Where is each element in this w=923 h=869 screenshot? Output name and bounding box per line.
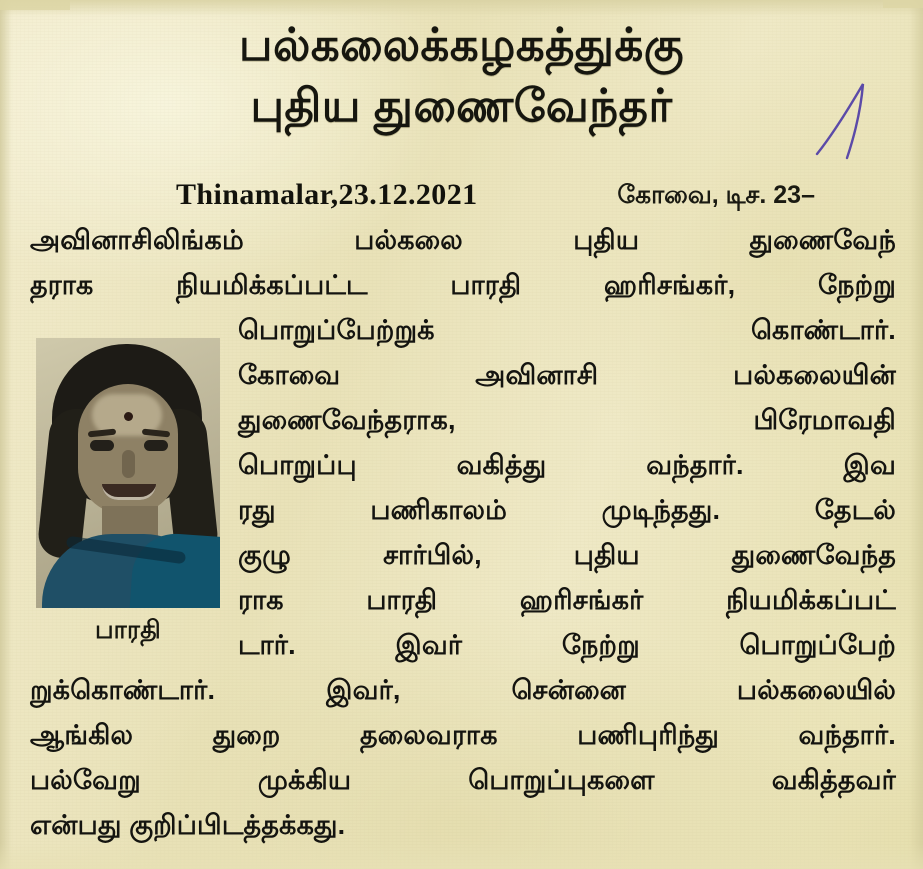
headline-line-1: பல்கலைக்கழகத்துக்கு [239, 19, 684, 70]
dateline: கோவை, டிச. 23– [617, 181, 815, 209]
body-line: பொறுப்பேற்றுக் கொண்டார். [238, 315, 896, 345]
body-line: கோவை அவினாசி பல்கலையின் [238, 360, 896, 390]
clipping-corner-scrap [883, 0, 923, 8]
body-line: ஆங்கில துறை தலைவராக பணிபுரிந்து வந்தார். [30, 720, 896, 750]
body-line: டார். இவர் நேற்று பொறுப்பேற் [238, 630, 896, 660]
body-line: ராக பாரதி ஹரிசங்கர் நியமிக்கப்பட் [238, 585, 896, 615]
body-line: துணைவேந்தராக, பிரேமாவதி [238, 405, 896, 435]
body-line: பல்வேறு முக்கிய பொறுப்புகளை வகித்தவர் [30, 765, 896, 795]
article-meta-row [0, 178, 923, 210]
photo-caption: பாரதி [95, 616, 161, 644]
body-line: என்பது குறிப்பிடத்தக்கது. [30, 810, 346, 840]
article-body [30, 218, 896, 848]
headline-line-2: புதிய துணைவேந்தர் [250, 79, 673, 131]
body-line: குழு சார்பில், புதிய துணைவேந்த [238, 540, 896, 570]
clipping-corner-scrap [0, 0, 70, 10]
hand-drawn-check-mark-icon [811, 78, 875, 164]
body-line: ரது பணிகாலம் முடிந்தது. தேடல் [238, 495, 896, 525]
body-line: றுக்கொண்டார். இவர், சென்னை பல்கலையில் [30, 675, 896, 705]
source-stamp: Thinamalar,23.12.2021 [176, 178, 478, 211]
body-line: தராக நியமிக்கப்பட்ட பாரதி ஹரிசங்கர், நேற்று [30, 270, 896, 300]
body-line: பொறுப்பு வகித்து வந்தார். இவ [238, 450, 896, 480]
page-title [0, 18, 923, 134]
clipping-edge-top [0, 0, 923, 16]
body-line: அவினாசிலிங்கம் பல்கலை புதிய துணைவேந் [30, 225, 896, 255]
